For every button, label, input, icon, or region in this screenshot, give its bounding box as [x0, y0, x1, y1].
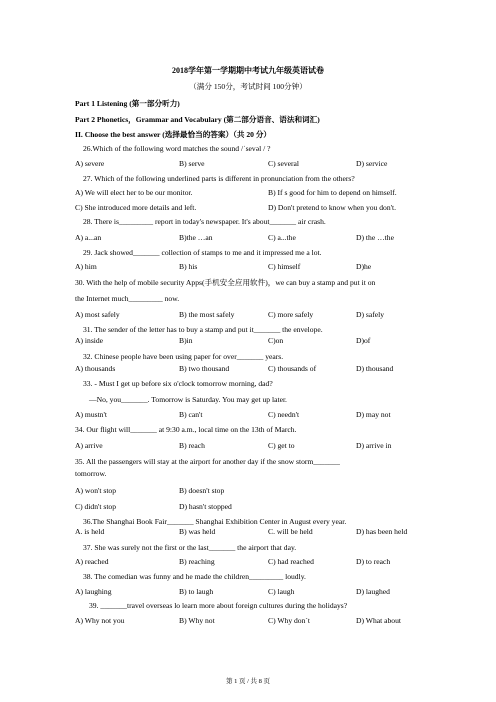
question-35-stem: 35. All the passengers will stay at the airport for another day if the snow storm_______ [75, 457, 340, 466]
option: A) won't stop [75, 486, 117, 495]
option: B) serve [179, 159, 205, 168]
question-37-stem: 37. She was surely not the first or the last_______ the airport that day. [83, 543, 297, 552]
option: A) We will elect her to be our monitor. [75, 188, 193, 197]
option: A) thousands [75, 364, 116, 373]
option: B) doesn't stop [179, 486, 225, 495]
exam-title: 2018学年第一学期期中考试九年级英语试卷 [172, 66, 324, 75]
option: A) reached [75, 557, 109, 566]
page-number-footer: 第 1 页 / 共 8 页 [225, 678, 271, 685]
option: B) can't [179, 410, 203, 419]
option: A) laughing [75, 587, 112, 596]
option: A) him [75, 262, 97, 271]
option: D)he [356, 262, 372, 271]
option: C) a...the [268, 233, 296, 242]
option: A) a...an [75, 233, 102, 242]
option: A) severe [75, 159, 105, 168]
option: D) Don't pretend to know when you don't. [268, 203, 397, 212]
part1-heading: Part 1 Listening (第一部分听力) [75, 99, 180, 108]
option: C) had reached [268, 557, 314, 566]
question-29-stem: 29. Jack showed_______ collection of stamps to me and it impressed me a lot. [83, 248, 322, 257]
option: A) most safely [75, 310, 120, 319]
option: A) inside [75, 336, 104, 345]
option: D) may not [356, 410, 391, 419]
question-35-stem-cont: tomorrow. [75, 469, 107, 478]
option: D) laughed [356, 587, 390, 596]
option: C) She introduced more details and left. [75, 203, 197, 212]
section2-heading: II. Choose the best answer (选择最恰当的答案）（共 20 分） [75, 130, 272, 139]
option: D) hasn't stopped [179, 502, 232, 511]
option: C) himself [268, 262, 301, 271]
option: A. is held [75, 527, 105, 536]
option: B)in [179, 336, 193, 345]
question-30-stem-cont: the Internet much_________ now. [75, 294, 180, 303]
question-26-stem: 26.Which of the following word matches the sound /ˈsevəl / ? [83, 144, 271, 153]
option: D) to reach [356, 557, 391, 566]
option: D) has been held [356, 527, 408, 536]
option: D) service [356, 159, 388, 168]
question-33-stem: 33. - Must I get up before six o'clock tomorrow morning, dad? [83, 379, 273, 388]
option: B) reach [179, 441, 205, 450]
question-32-stem: 32. Chinese people have been using paper for over_______ years. [83, 352, 284, 361]
option: C) didn't stop [75, 502, 117, 511]
option: C) several [268, 159, 299, 168]
question-39-stem: 39. _______travel overseas lo learn more about foreign cultures during the holidays? [89, 601, 348, 610]
option: C) needn't [268, 410, 300, 419]
option: B) If s good for him to depend on himself. [268, 188, 397, 197]
option: D) the …the [356, 233, 394, 242]
question-28-stem: 28. There is_________ report in today's newspaper. It's about_______ air crash. [83, 217, 326, 226]
option: D) safely [356, 310, 385, 319]
question-38-stem: 38. The comedian was funny and he made the children_________ loudly. [83, 572, 306, 581]
question-31-stem: 31. The sender of the letter has to buy a stamp and put it_______ the envelope. [83, 325, 323, 334]
option: B) two thousand [179, 364, 230, 373]
option: B) was held [179, 527, 216, 536]
option: B)the …an [179, 233, 213, 242]
option: B) Why not [179, 616, 215, 625]
part2-heading: Part 2 Phonetics，Grammar and Vocabulary (第二部分语音、语法和词汇) [75, 115, 320, 124]
question-30-stem: 30. With the help of mobile security Apps(手机安全应用软件)，we can buy a stamp and put it on [75, 278, 376, 287]
option: C) thousands of [268, 364, 317, 373]
exam-subtitle: （满分 150分，考试时间 100分钟） [189, 82, 307, 91]
option: B) to laugh [179, 587, 214, 596]
option: D) What about [356, 616, 401, 625]
option: C)on [268, 336, 284, 345]
option: D) thousand [356, 364, 394, 373]
question-33-stem-cont: —No, you_______. Tomorrow is Saturday. You may get up later. [89, 395, 287, 404]
question-36-stem: 36.The Shanghai Book Fair_______ Shanghai Exhibition Center in August every year. [83, 517, 347, 526]
option: C. will be held [268, 527, 313, 536]
option: A) Why not you [75, 616, 125, 625]
option: A) mustn't [75, 410, 107, 419]
option: B) his [179, 262, 198, 271]
option: D) arrive in [356, 441, 392, 450]
option: C) get to [268, 441, 295, 450]
question-27-stem: 27. Which of the following underlined parts is different in pronunciation from the others? [83, 174, 355, 183]
option: C) laugh [268, 587, 295, 596]
option: C) more safely [268, 310, 314, 319]
option: A) arrive [75, 441, 103, 450]
option: D)of [356, 336, 371, 345]
option: B) reaching [179, 557, 215, 566]
option: C) Why don`t [268, 616, 311, 625]
question-34-stem: 34. Our flight will_______ at 9:30 a.m., local time on the 13th of March. [75, 425, 297, 434]
option: B) the most safely [179, 310, 235, 319]
